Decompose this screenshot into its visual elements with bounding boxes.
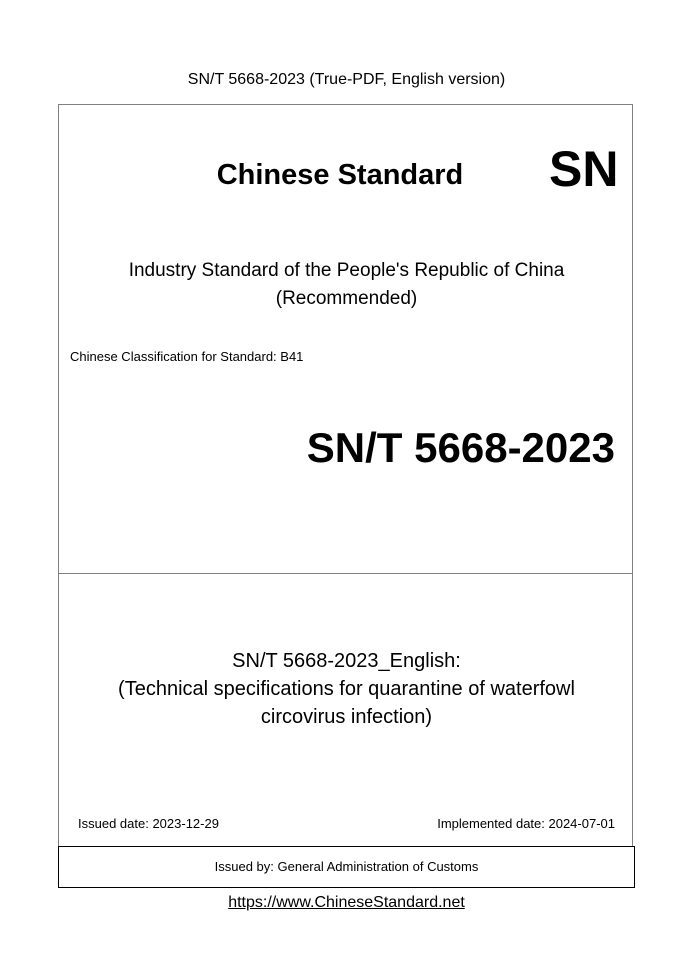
standard-number: SN/T 5668-2023 xyxy=(306,424,615,471)
document-title-line-1: SN/T 5668-2023_English: xyxy=(232,650,461,672)
sn-mark: SN xyxy=(549,141,619,197)
document-title xyxy=(60,647,633,731)
classification-text: Chinese Classification for Standard: B41 xyxy=(70,349,304,364)
industry-line-1: Industry Standard of the People's Republic of China xyxy=(128,260,565,281)
document-title-line-3: circovirus infection) xyxy=(260,706,433,728)
issued-date: Issued date: 2023-12-29 xyxy=(78,816,219,831)
issued-by-box xyxy=(58,846,635,888)
issued-by-text: Issued by: General Administration of Customs xyxy=(214,859,479,874)
page-header-title: SN/T 5668-2023 (True-PDF, English version) xyxy=(187,71,506,88)
footer xyxy=(0,893,693,913)
website-link[interactable]: https://www.ChineseStandard.net xyxy=(228,894,465,911)
document-title-line-2: (Technical specifications for quarantine of waterfowl xyxy=(118,678,575,700)
industry-line-2: (Recommended) xyxy=(275,288,418,309)
industry-standard-text xyxy=(60,257,633,313)
standard-type-heading: Chinese Standard xyxy=(216,159,464,191)
implemented-date: Implemented date: 2024-07-01 xyxy=(437,816,615,831)
